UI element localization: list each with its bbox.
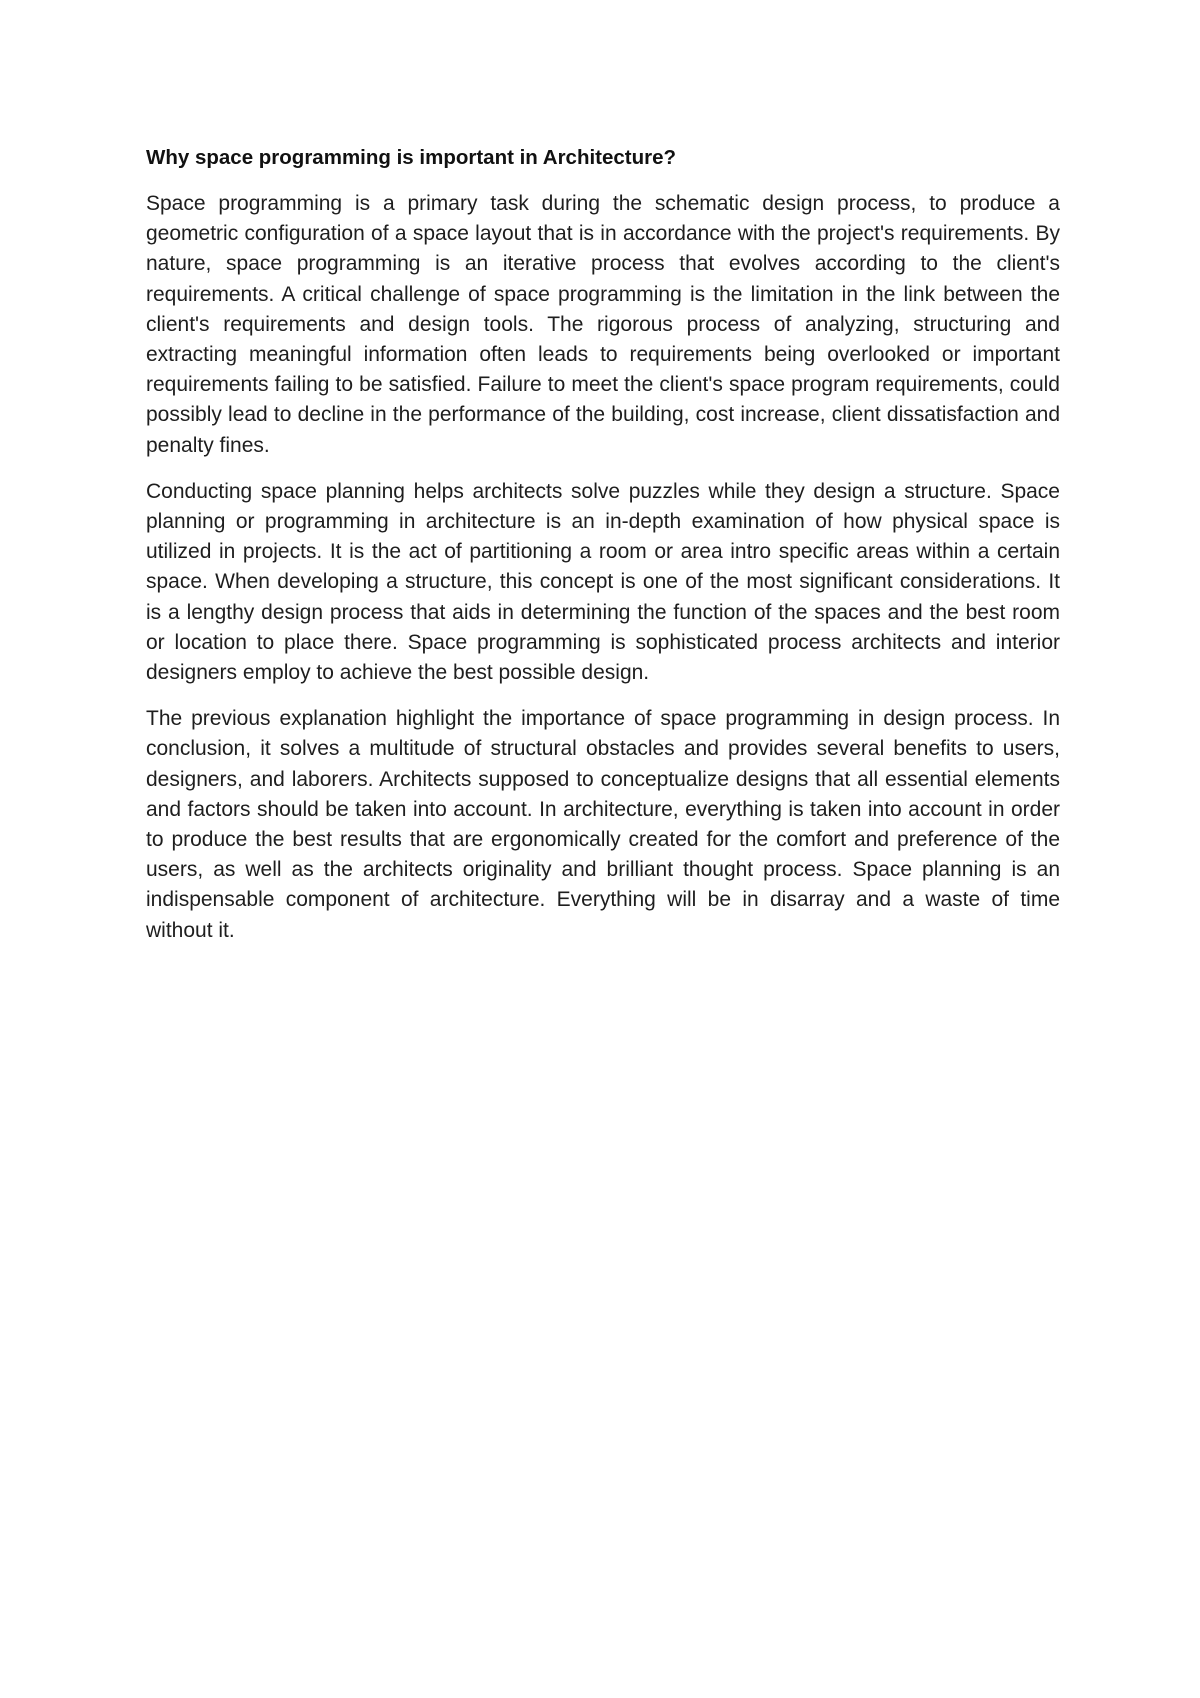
document-title: Why space programming is important in Architecture?	[146, 146, 677, 169]
paragraph-conclusion: The previous explanation highlight the importance of space programming in design process. In conclusion, it solves a multitude of structural obstacles and provides several benefits to users, designers, and laborers. Architects supposed to conceptualize designs that all essential elements and factors should be taken into account. In architecture, everything is taken into account in order to produce the best results that are ergonomically created for the comfort and preference of the users, as well as the architects originality and brilliant thought process. Space planning is an indispensable component of architecture. Everything will be in disarray and a waste of time without it.	[146, 707, 1060, 942]
paragraph-space-planning: Conducting space planning helps architects solve puzzles while they design a structure. Space planning or programming in architecture is an in-depth examination of how physical space is utilized in projects. It is the act of partitioning a room or area intro specific areas within a certain space. When developing a structure, this concept is one of the most significant considerations. It is a lengthy design process that aids in determining the function of the spaces and the best room or location to place there. Space programming is sophisticated process architects and interior designers employ to achieve the best possible design.	[146, 479, 1060, 685]
paragraph-intro: Space programming is a primary task during the schematic design process, to produce a geometric configuration of a space layout that is in accordance with the project's requirements. By nature, space programming is an iterative process that evolves according to the client's requirements. A critical challenge of space programming is the limitation in the link between the client's requirements and design tools. The rigorous process of analyzing, structuring and extracting meaningful information often leads to requirements being overlooked or important requirements failing to be satisfied. Failure to meet the client's space program requirements, could possibly lead to decline in the performance of the building, cost increase, client dissatisfaction and penalty fines.	[146, 192, 1060, 457]
document-body	[146, 143, 1060, 962]
